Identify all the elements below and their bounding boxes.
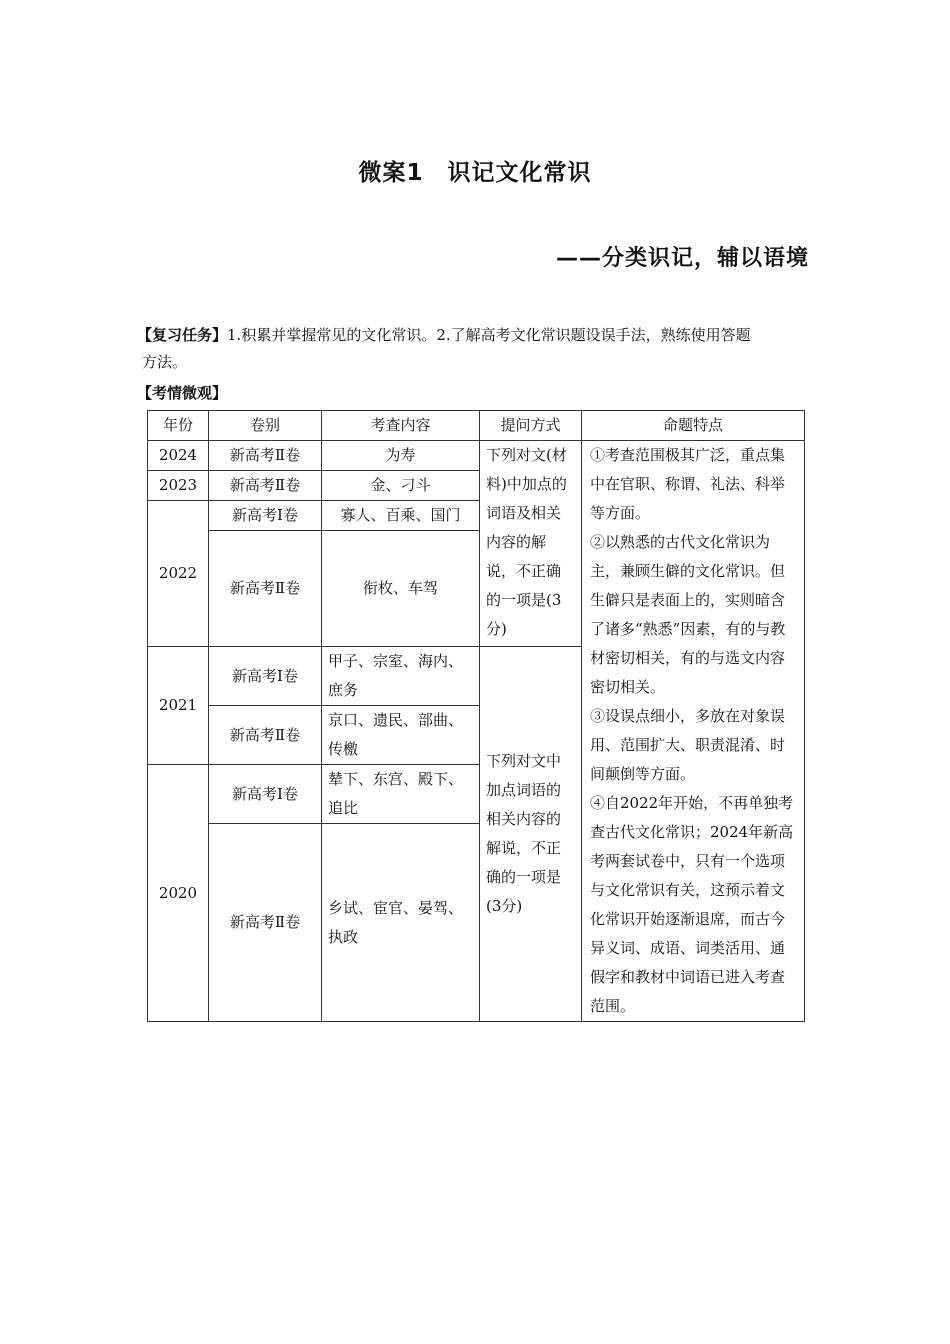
paper-cell: 新高考Ⅰ卷 <box>209 501 322 531</box>
review-task-text: 1.积累并掌握常见的文化常识。2.了解高考文化常识题设误手法，熟练使用答题 <box>227 326 751 344</box>
paper-cell: 新高考Ⅱ卷 <box>209 531 322 647</box>
table-row <box>148 441 805 471</box>
year-cell: 2022 <box>148 501 209 647</box>
features-cell <box>582 441 805 1022</box>
year-cell: 2024 <box>148 441 209 471</box>
paper-cell: 新高考Ⅱ卷 <box>209 706 322 765</box>
paper-cell: 新高考Ⅰ卷 <box>209 647 322 706</box>
page-subtitle: ——分类识记，辅以语境 <box>555 246 809 271</box>
page-title: 微案1 识记文化常识 <box>358 160 592 186</box>
header-year: 年份 <box>148 411 209 441</box>
question-cell-b: 下列对文中加点词语的相关内容的解说，不正确的一项是(3分) <box>480 647 582 1022</box>
question-cell-a: 下列对文(材料)中加点的词语及相关内容的解说，不正确的一项是(3分) <box>480 441 582 647</box>
overview-label: 【考情微观】 <box>137 384 228 402</box>
paper-cell: 新高考Ⅱ卷 <box>209 441 322 471</box>
content-cell: 寡人、百乘、国门 <box>322 501 480 531</box>
content-cell: 金、刁斗 <box>322 471 480 501</box>
table-header-row <box>148 411 805 441</box>
review-task-line2: 方法。 <box>142 353 188 371</box>
header-paper: 卷别 <box>209 411 322 441</box>
header-features: 命题特点 <box>582 411 805 441</box>
header-content: 考查内容 <box>322 411 480 441</box>
paper-cell: 新高考Ⅱ卷 <box>209 471 322 501</box>
review-task <box>137 322 813 376</box>
paper-cell: 新高考Ⅰ卷 <box>209 765 322 824</box>
feature-item: ①考查范围极其广泛，重点集中在官职、称谓、礼法、科举等方面。 <box>590 446 786 522</box>
exam-overview-table <box>147 410 805 1022</box>
feature-item: ③设误点细小，多放在对象误用、范围扩大、职责混淆、时间颠倒等方面。 <box>590 707 786 783</box>
content-cell: 京口、遗民、部曲、传檄 <box>322 706 480 765</box>
content-cell: 乡试、宦官、晏驾、执政 <box>322 824 480 1022</box>
review-task-label: 【复习任务】 <box>137 326 228 344</box>
review-task-line1 <box>137 322 813 349</box>
content-cell: 辇下、东宫、殿下、追比 <box>322 765 480 824</box>
feature-item: ④自2022年开始，不再单独考查古代文化常识；2024年新高考两套试卷中，只有一个选项与文化常识有关，这预示着文化常识开始逐渐退席，而古今异义词、成语、词类活用、通假字和教材中词语已进入考查范围。 <box>590 794 794 1015</box>
year-cell: 2021 <box>148 647 209 765</box>
header-question: 提问方式 <box>480 411 582 441</box>
content-cell: 衔枚、车驾 <box>322 531 480 647</box>
content-cell: 为寿 <box>322 441 480 471</box>
year-cell: 2020 <box>148 765 209 1022</box>
content-cell: 甲子、宗室、海内、庶务 <box>322 647 480 706</box>
year-cell: 2023 <box>148 471 209 501</box>
paper-cell: 新高考Ⅱ卷 <box>209 824 322 1022</box>
feature-item: ②以熟悉的古代文化常识为主，兼顾生僻的文化常识。但生僻只是表面上的，实则暗含了诸多“熟悉”因素，有的与教材密切相关，有的与选文内容密切相关。 <box>590 533 786 696</box>
